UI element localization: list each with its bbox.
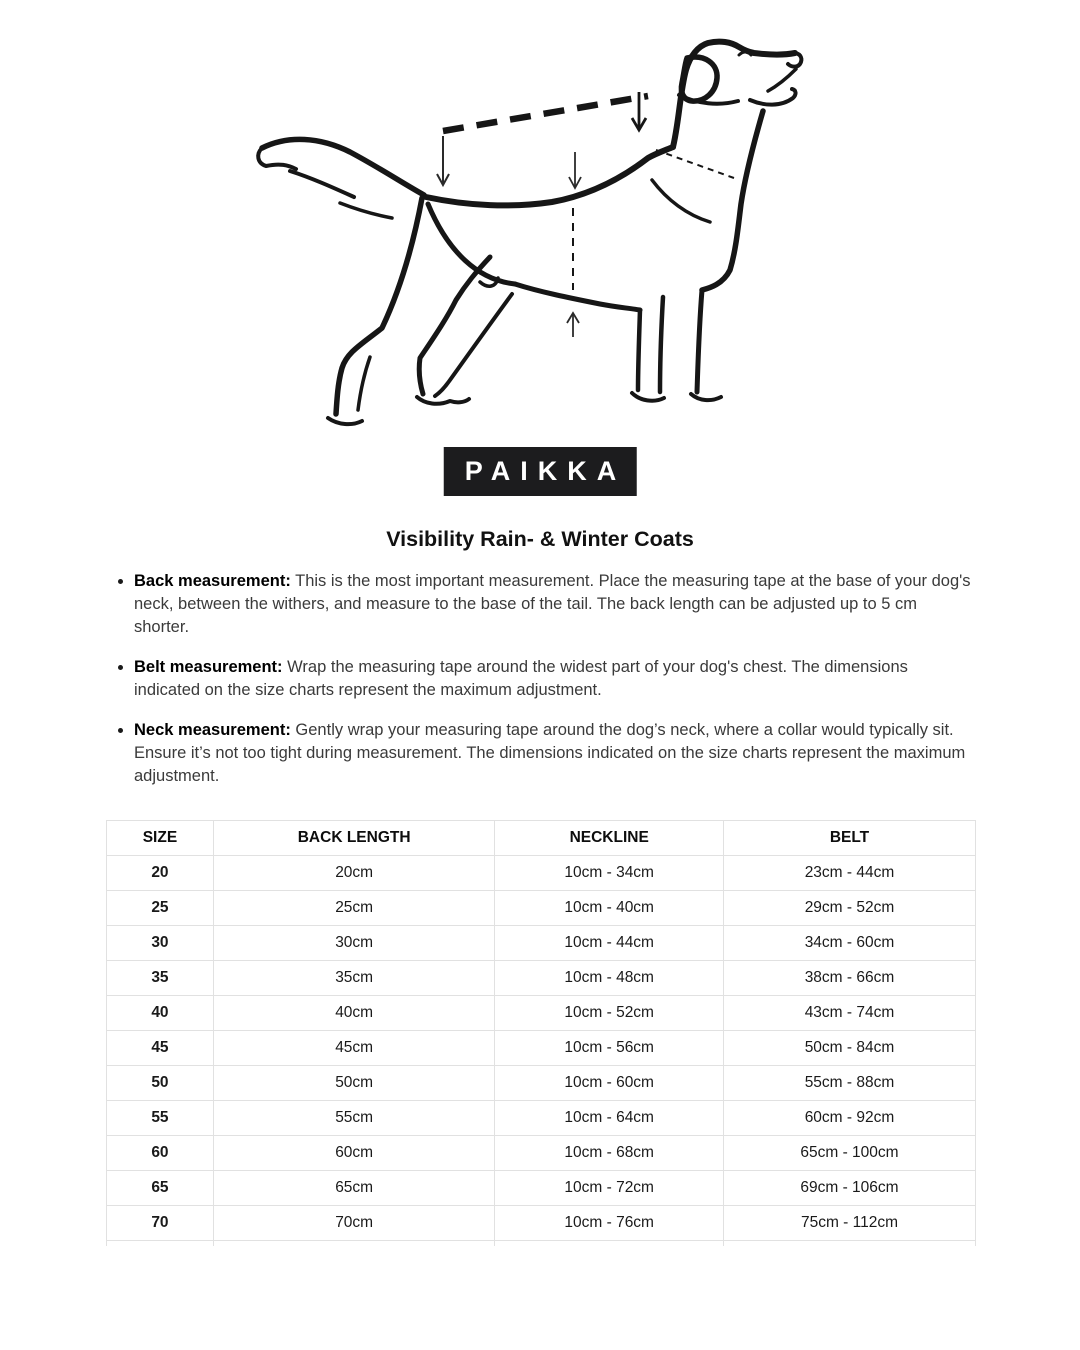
size-cell: 50cm - 84cm [723,1031,975,1066]
measurement-notes [107,570,973,805]
note-label: Belt measurement: [134,658,283,676]
size-cell [495,1241,724,1247]
note-belt-measurement [134,656,973,702]
size-cell: 55cm - 88cm [723,1066,975,1101]
size-cell: 50cm [213,1066,495,1101]
size-row [107,1101,976,1136]
note-text: Gently wrap your measuring tape around the dog’s neck, where a collar would typically sit. Ensure it’s not too tight during measurement. The dimensions indicated on the size charts represent the maximum adjustment. [134,721,966,785]
size-cell: 10cm - 52cm [495,996,724,1031]
size-cell: 38cm - 66cm [723,961,975,996]
neckline-dashed-line [656,150,734,178]
paikka-logo [444,447,637,496]
size-row [107,891,976,926]
size-row [107,856,976,891]
size-chart-table [106,820,976,1246]
size-cell: 45cm [213,1031,495,1066]
note-label: Neck measurement: [134,721,291,739]
size-row [107,1206,976,1241]
size-cell: 60cm - 92cm [723,1101,975,1136]
size-cell: 30 [107,926,214,961]
note-neck-measurement [134,719,973,788]
size-cell: 10cm - 40cm [495,891,724,926]
size-cell [723,1241,975,1247]
size-cell: 25cm [213,891,495,926]
size-cell: 69cm - 106cm [723,1171,975,1206]
down-arrow-right-icon [632,92,646,130]
size-cell: 20cm [213,856,495,891]
size-row [107,926,976,961]
header-size: SIZE [107,821,214,856]
size-cell: 50 [107,1066,214,1101]
size-row [107,1066,976,1101]
header-row [107,821,976,856]
size-cell: 35cm [213,961,495,996]
size-cell: 23cm - 44cm [723,856,975,891]
size-cell: 25 [107,891,214,926]
size-cell: 30cm [213,926,495,961]
size-cell: 10cm - 48cm [495,961,724,996]
size-cell: 60 [107,1136,214,1171]
paikka-logo-text: PAIKKA [464,456,627,486]
down-arrow-middle-icon [569,152,581,188]
header-neckline: NECKLINE [495,821,724,856]
size-cell [107,1241,214,1247]
size-row [107,1171,976,1206]
size-cell [213,1241,495,1247]
note-text: Wrap the measuring tape around the widest part of your dog's chest. The dimensions indicated on the size charts represent the maximum adjustment. [134,658,908,699]
size-cell: 10cm - 56cm [495,1031,724,1066]
size-chart-container [106,820,976,1246]
back-length-dashed-line [443,96,648,131]
size-row [107,996,976,1031]
down-arrow-left-icon [437,136,449,185]
note-label: Back measurement: [134,572,291,590]
size-cell: 10cm - 72cm [495,1171,724,1206]
dog-measurement-illustration [250,32,810,444]
size-cell: 55 [107,1101,214,1136]
size-cell: 20 [107,856,214,891]
size-row-clipped [107,1241,976,1247]
size-cell: 60cm [213,1136,495,1171]
size-cell: 45 [107,1031,214,1066]
size-cell: 10cm - 68cm [495,1136,724,1171]
size-cell: 10cm - 44cm [495,926,724,961]
size-cell: 10cm - 76cm [495,1206,724,1241]
note-text: This is the most important measurement. Place the measuring tape at the base of your dog's neck, between the withers, and measure to the base of the tail. The back length can be adjusted up to 5 cm shorter. [134,572,971,636]
up-arrow-icon [567,313,579,337]
header-back-length: BACK LENGTH [213,821,495,856]
size-chart-header [107,821,976,856]
size-row [107,1031,976,1066]
size-cell: 10cm - 64cm [495,1101,724,1136]
size-cell: 65cm [213,1171,495,1206]
size-cell: 10cm - 60cm [495,1066,724,1101]
size-cell: 10cm - 34cm [495,856,724,891]
size-cell: 65 [107,1171,214,1206]
size-cell: 75cm - 112cm [723,1206,975,1241]
size-cell: 65cm - 100cm [723,1136,975,1171]
size-cell: 55cm [213,1101,495,1136]
size-cell: 43cm - 74cm [723,996,975,1031]
size-row [107,1136,976,1171]
size-cell: 34cm - 60cm [723,926,975,961]
size-row [107,961,976,996]
size-chart-body [107,856,976,1247]
header-belt: BELT [723,821,975,856]
size-cell: 70cm [213,1206,495,1241]
page-title: Visibility Rain- & Winter Coats [386,527,694,551]
size-cell: 35 [107,961,214,996]
note-back-measurement [134,570,973,639]
size-cell: 40 [107,996,214,1031]
size-cell: 40cm [213,996,495,1031]
size-cell: 70 [107,1206,214,1241]
size-cell: 29cm - 52cm [723,891,975,926]
dog-outline [258,42,801,425]
measurement-notes-list [107,570,973,788]
